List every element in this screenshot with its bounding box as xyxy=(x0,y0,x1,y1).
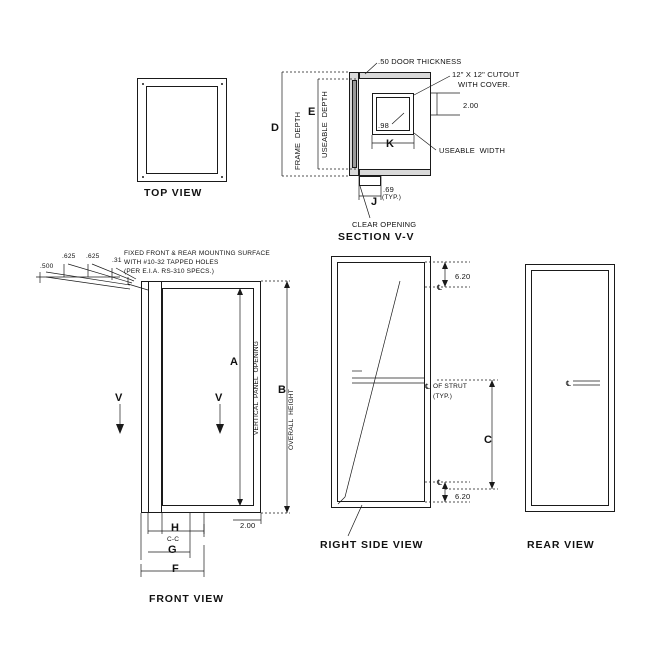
right-side-centerline-strut-icon: ℄ xyxy=(425,382,431,391)
section-clear-opening-label: CLEAR OPENING xyxy=(352,220,417,229)
section-dim-2-00: 2.00 xyxy=(463,101,479,110)
front-view-title: FRONT VIEW xyxy=(149,593,224,605)
top-view-corner-dot xyxy=(221,83,223,85)
section-frame-depth-label: FRAME DEPTH xyxy=(293,111,302,170)
front-view-left-rail xyxy=(148,281,162,513)
front-view-section-mark-left: V xyxy=(115,392,123,404)
front-view-section-mark-right: V xyxy=(215,392,223,404)
top-view-title: TOP VIEW xyxy=(144,187,203,199)
front-view-dim-0-625-b: .625 xyxy=(86,253,100,260)
right-side-centerline-top-icon: ℄ xyxy=(437,283,443,292)
front-view-note-line3: (PER E.I.A. RS-310 SPECS.) xyxy=(124,268,215,275)
right-side-inner-panel xyxy=(337,262,425,502)
rear-view-centerline-icon: ℄ xyxy=(566,379,572,388)
section-useable-depth-label: USEABLE DEPTH xyxy=(320,91,329,158)
right-side-centerline-bottom-icon: ℄ xyxy=(437,478,443,487)
front-view-dim-h: H xyxy=(171,522,180,534)
front-view-dim-b: B xyxy=(278,384,287,396)
right-side-title: RIGHT SIDE VIEW xyxy=(320,539,424,551)
right-side-strut-label-line1: OF STRUT xyxy=(433,383,468,390)
rear-view-inner-panel xyxy=(531,270,609,506)
section-dim-e: E xyxy=(308,106,316,118)
right-side-dim-6-20-top: 6.20 xyxy=(455,272,471,281)
section-typ-label: (TYP.) xyxy=(382,194,402,201)
front-view-dim-cc: C-C xyxy=(167,536,180,543)
front-view-note-line1: FIXED FRONT & REAR MOUNTING SURFACE xyxy=(124,250,270,257)
section-dim-0-98: .98 xyxy=(378,121,390,130)
front-view-vertical-panel-opening-label: VERTICAL PANEL OPENING xyxy=(253,340,260,435)
front-view-dim-0-625-a: .625 xyxy=(62,253,76,260)
section-door-slab xyxy=(359,72,431,79)
front-view-dim-f: F xyxy=(172,563,179,575)
section-bottom-rail xyxy=(359,169,431,176)
right-side-strut-label-line2: (TYP.) xyxy=(433,393,453,400)
front-view-note-line2: WITH #10-32 TAPPED HOLES xyxy=(124,259,219,266)
section-left-frame-inner xyxy=(352,80,357,168)
front-view-overall-height-label: OVERALL HEIGHT xyxy=(288,389,295,450)
section-useable-width-label: USEABLE WIDTH xyxy=(439,146,506,155)
section-title: SECTION V-V xyxy=(338,231,415,243)
section-dim-k: K xyxy=(386,138,395,150)
right-side-dim-c: C xyxy=(484,434,493,446)
section-dim-d: D xyxy=(271,122,280,134)
section-dim-j: J xyxy=(371,196,378,208)
front-view-dim-2-00: 2.00 xyxy=(240,521,256,530)
top-view-corner-dot xyxy=(142,176,144,178)
section-cutout-label-line2: WITH COVER. xyxy=(458,80,511,89)
top-view-corner-dot xyxy=(142,83,144,85)
top-view-inner-opening xyxy=(146,86,218,174)
front-view-dim-a: A xyxy=(230,356,239,368)
front-view-panel-opening xyxy=(162,288,254,506)
section-cutout-label-line1: 12" X 12" CUTOUT xyxy=(452,70,520,79)
front-view-dim-0-31: .31 xyxy=(112,257,122,264)
section-dim-0-69: .69 xyxy=(383,185,395,194)
rear-view-title: REAR VIEW xyxy=(527,539,595,551)
top-view-corner-dot xyxy=(221,176,223,178)
section-foot-detail xyxy=(359,176,381,186)
front-view-dim-g: G xyxy=(168,544,177,556)
right-side-dim-6-20-bottom: 6.20 xyxy=(455,492,471,501)
section-door-thickness-label: .50 DOOR THICKNESS xyxy=(378,57,462,66)
front-view-dim-0-500: .500 xyxy=(40,263,54,270)
